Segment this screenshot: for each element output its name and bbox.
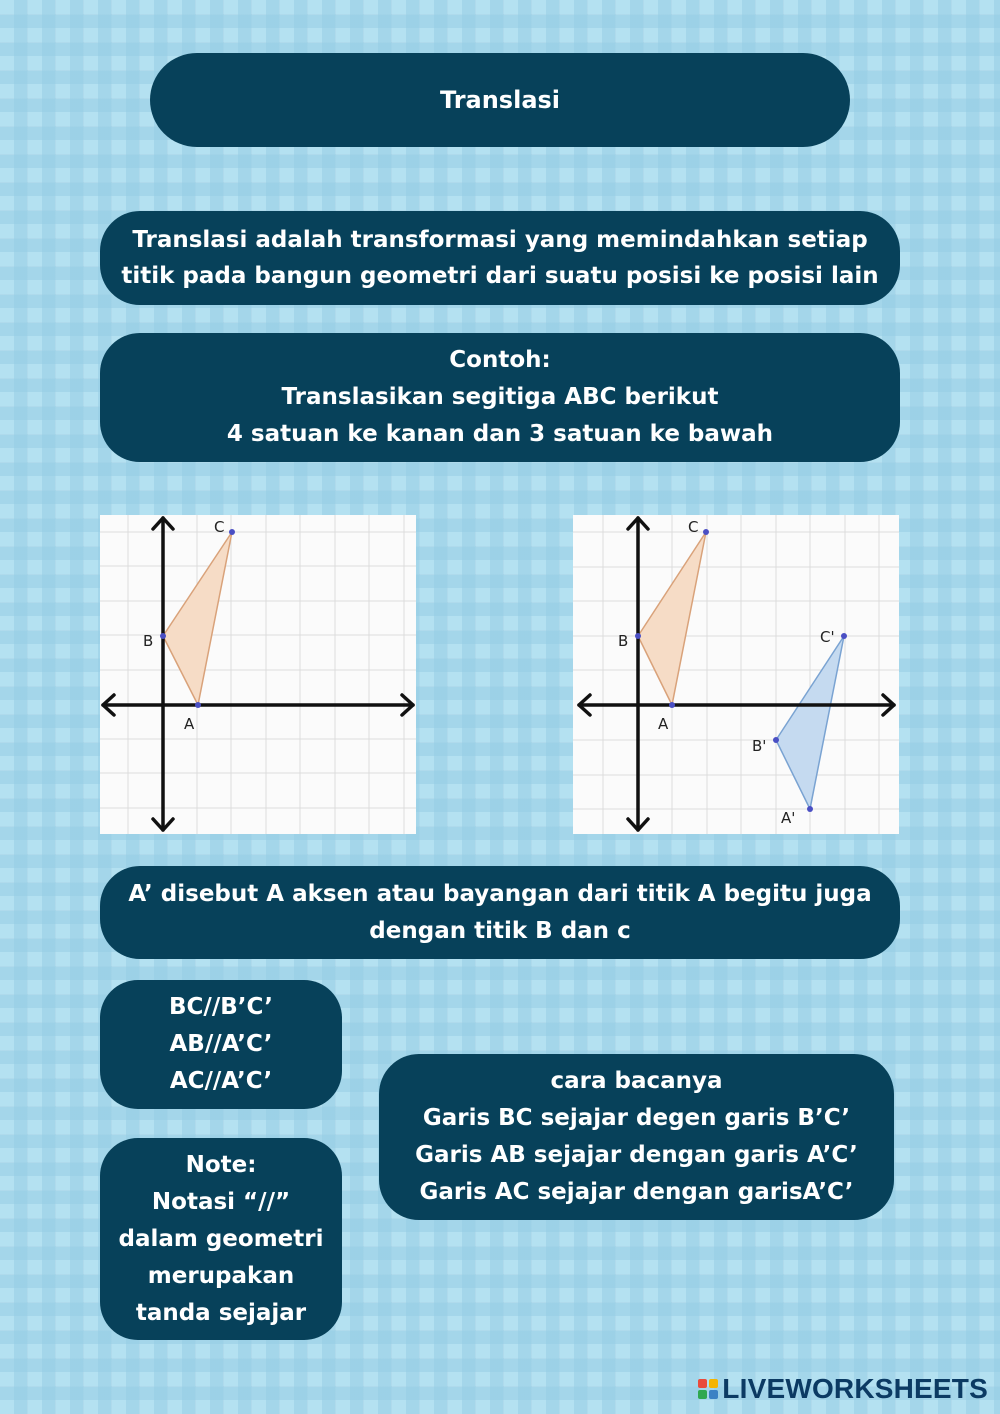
- definition-box: [100, 211, 900, 305]
- aksen-line: dengan titik B dan c: [369, 917, 631, 944]
- parallel-item: AB//A’C’: [169, 1031, 273, 1057]
- note-box: [100, 1138, 342, 1340]
- point-a: [195, 702, 201, 708]
- graph-original: [100, 515, 416, 834]
- note-heading: Note:: [185, 1151, 257, 1178]
- definition-line: titik pada bangun geometri dari suatu posisi ke posisi lain: [121, 263, 879, 289]
- label-c-prime: C': [820, 628, 835, 646]
- reading-line: Garis BC sejajar degen garis B’C’: [422, 1105, 851, 1131]
- logo-square: [698, 1390, 707, 1399]
- graph-original-svg: [100, 515, 416, 834]
- liveworksheets-logo[interactable]: [698, 1372, 988, 1406]
- axes: [579, 518, 894, 830]
- note-line: Notasi “//”: [151, 1188, 291, 1215]
- example-line: Translasikan segitiga ABC berikut: [281, 384, 719, 410]
- note-line: tanda sejajar: [135, 1299, 307, 1326]
- note-line: merupakan: [147, 1262, 295, 1289]
- logo-square: [709, 1390, 718, 1399]
- reading-line: Garis AB sejajar dengan garis A’C’: [415, 1142, 858, 1168]
- grid-lines: [100, 515, 416, 834]
- parallel-item: AC//A’C’: [169, 1068, 273, 1094]
- point-c-prime: [841, 633, 847, 639]
- label-a-prime: A': [781, 809, 796, 827]
- label-c: C: [214, 518, 225, 536]
- logo-text: LIVEWORKSHEETS: [722, 1373, 988, 1404]
- label-b: B: [143, 632, 154, 650]
- point-a-prime: [807, 806, 813, 812]
- point-b: [160, 633, 166, 639]
- logo-square: [709, 1379, 718, 1388]
- reading-box: [379, 1054, 894, 1220]
- title-text: Translasi: [439, 85, 561, 114]
- label-b-prime: B': [752, 737, 767, 755]
- axes: [103, 518, 413, 830]
- reading-heading: cara bacanya: [550, 1068, 723, 1094]
- point-a: [669, 702, 675, 708]
- parallel-item: BC//B’C’: [169, 994, 273, 1020]
- graph-translated: [573, 515, 899, 834]
- point-b: [635, 633, 641, 639]
- graph-translated-svg: [573, 515, 899, 834]
- example-heading: Contoh:: [449, 347, 551, 373]
- logo-square: [698, 1379, 707, 1388]
- example-line: 4 satuan ke kanan dan 3 satuan ke bawah: [226, 421, 774, 447]
- label-a: A: [658, 715, 669, 733]
- label-b: B: [618, 632, 629, 650]
- label-c: C: [688, 518, 699, 536]
- logo-mark-icon: [698, 1379, 718, 1399]
- example-box: [100, 333, 900, 462]
- note-line: dalam geometri: [118, 1225, 324, 1252]
- label-a: A: [184, 715, 195, 733]
- reading-line: Garis AC sejajar dengan garisA’C’: [419, 1179, 854, 1205]
- point-b-prime: [773, 737, 779, 743]
- parallel-box: [100, 980, 342, 1109]
- aksen-box: [100, 866, 900, 959]
- grid-lines: [573, 515, 899, 834]
- aksen-line: A’ disebut A aksen atau bayangan dari titik A begitu juga: [128, 880, 872, 907]
- point-c: [703, 529, 709, 535]
- page-title: [150, 53, 850, 147]
- definition-line: Translasi adalah transformasi yang memindahkan setiap: [132, 227, 868, 253]
- point-c: [229, 529, 235, 535]
